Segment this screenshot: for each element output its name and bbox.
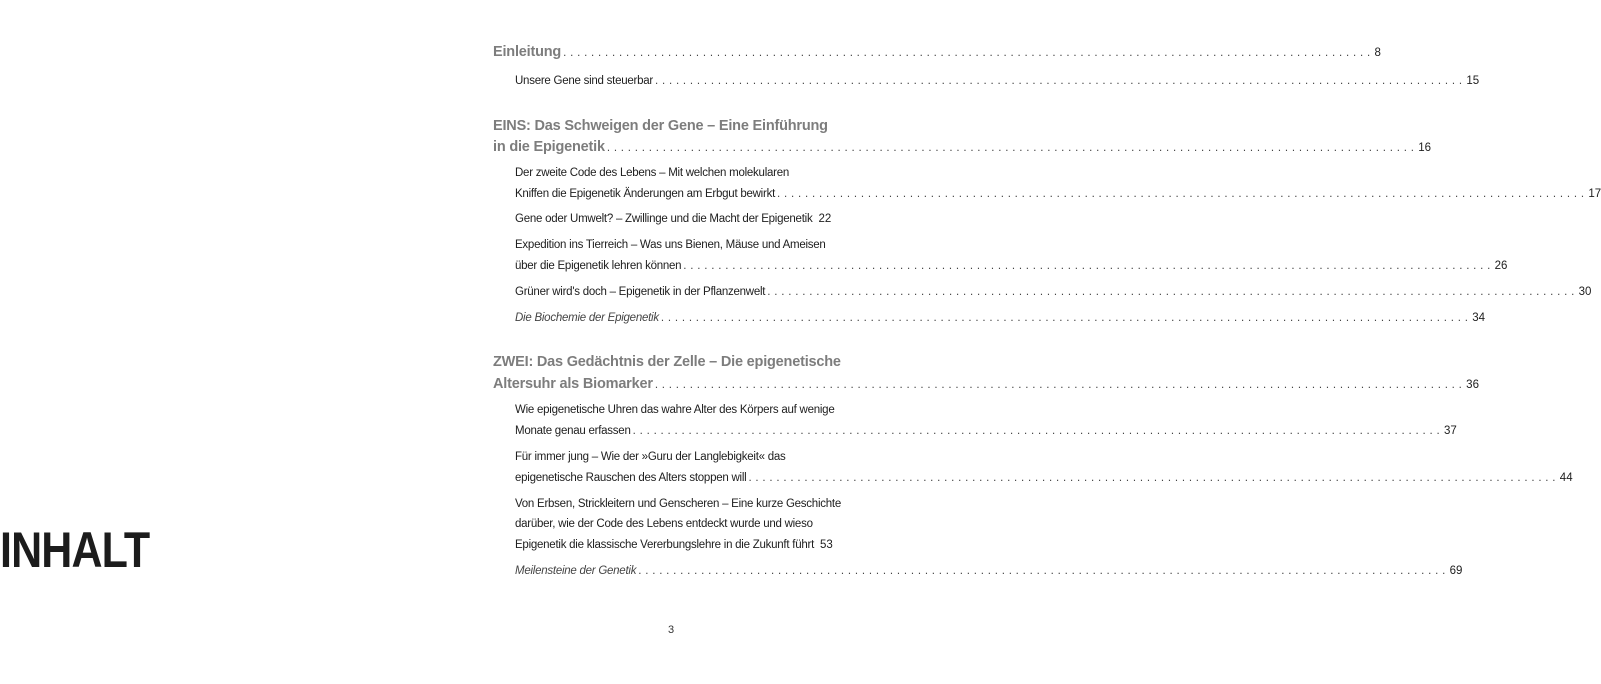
- toc-section-eins-line2[interactable]: [493, 139, 1431, 155]
- toc-entry-title: Kniffen die Epigenetik Änderungen am Erbgut bewirkt: [515, 188, 776, 200]
- toc-entry-erbsen-line2[interactable]: [515, 518, 825, 530]
- toc-entry-gene-steuerbar[interactable]: [515, 75, 1480, 87]
- toc-section-title: Einleitung: [493, 44, 562, 60]
- toc-page-number: 53: [820, 539, 833, 551]
- toc-entry-title: Grüner wird's doch – Epigenetik in der Pflanzenwelt: [515, 286, 766, 298]
- toc-page-number: 34: [1472, 312, 1486, 324]
- toc-entry-biochemie[interactable]: [515, 312, 1486, 324]
- toc-entry-erbsen-line3[interactable]: [515, 539, 833, 551]
- leader-dots: [607, 142, 1414, 154]
- toc-entry-title: darüber, wie der Code des Lebens entdeckt wurde und wieso: [515, 518, 813, 530]
- leader-dots: [633, 425, 1440, 437]
- toc-page-number: 16: [1418, 142, 1431, 154]
- leader-dots: [638, 565, 1445, 577]
- toc-entry-title: Die Biochemie der Epigenetik: [515, 312, 659, 324]
- toc-entry-gene-umwelt[interactable]: [515, 213, 832, 225]
- page-number: 3: [668, 624, 675, 636]
- toc-page-number: 37: [1443, 425, 1457, 437]
- toc-page-number: 17: [1588, 188, 1601, 200]
- toc-page-number: 8: [1374, 47, 1381, 59]
- toc-entry-title: Für immer jung – Wie der »Guru der Langlebigkeit« das: [515, 451, 786, 463]
- leader-dots: [683, 260, 1490, 272]
- toc-entry-title: Epigenetik die klassische Vererbungslehre in die Zukunft führt: [515, 539, 815, 551]
- toc-entry-title: Unsere Gene sind steuerbar: [515, 75, 653, 87]
- toc-page-number: 26: [1494, 260, 1508, 272]
- toc-entry-uhren-line1[interactable]: [515, 404, 835, 416]
- leader-dots: [767, 286, 1574, 298]
- toc-entry-title: epigenetische Rauschen des Alters stoppen will: [515, 472, 747, 484]
- toc-entry-expedition-line1[interactable]: [515, 239, 825, 251]
- toc-entry-einleitung[interactable]: [493, 44, 1381, 60]
- toc-entry-title: Meilensteine der Genetik: [515, 565, 637, 577]
- toc-section-title: in die Epigenetik: [493, 139, 605, 155]
- leader-dots: [563, 47, 1370, 59]
- toc-entry-zweite-code-line1[interactable]: [515, 167, 825, 179]
- toc-section-zwei-line1[interactable]: [493, 354, 841, 370]
- toc-entry-expedition-line2[interactable]: [515, 260, 1508, 272]
- toc-entry-gruener[interactable]: [515, 286, 1592, 298]
- toc-entry-title: Von Erbsen, Strickleitern und Genscheren – Eine kurze Geschichte: [515, 498, 841, 510]
- toc-entry-immer-jung-line1[interactable]: [515, 451, 825, 463]
- toc-page-number: 44: [1559, 472, 1573, 484]
- leader-dots: [661, 312, 1468, 324]
- toc-entry-zweite-code-line2[interactable]: [515, 188, 1601, 200]
- leader-dots: [655, 379, 1462, 391]
- toc-section-title: Altersuhr als Biomarker: [493, 376, 653, 392]
- inhalt-heading: INHALT: [0, 522, 150, 578]
- toc-page-number: 22: [818, 213, 832, 225]
- toc-page-number: 36: [1466, 379, 1479, 391]
- toc-entry-uhren-line2[interactable]: [515, 425, 1457, 437]
- toc-page-number: 15: [1466, 75, 1480, 87]
- toc-entry-immer-jung-line2[interactable]: [515, 472, 1573, 484]
- leader-dots: [748, 472, 1555, 484]
- toc-entry-title: Wie epigenetische Uhren das wahre Alter des Körpers auf wenige: [515, 404, 835, 416]
- toc-entry-title: Monate genau erfassen: [515, 425, 631, 437]
- toc-entry-title: über die Epigenetik lehren können: [515, 260, 682, 272]
- toc-entry-meilensteine[interactable]: [515, 565, 1463, 577]
- toc-page-number: 69: [1449, 565, 1463, 577]
- leader-dots: [777, 188, 1584, 200]
- toc-entry-title: Gene oder Umwelt? – Zwillinge und die Macht der Epigenetik: [515, 213, 813, 225]
- toc-entry-title: Expedition ins Tierreich – Was uns Bienen, Mäuse und Ameisen: [515, 239, 826, 251]
- leader-dots: [655, 75, 1462, 87]
- toc-section-zwei-line2[interactable]: [493, 376, 1479, 392]
- toc-section-eins-line1[interactable]: [493, 118, 828, 134]
- toc-page-number: 30: [1578, 286, 1592, 298]
- toc-section-title: ZWEI: Das Gedächtnis der Zelle – Die epigenetische: [493, 354, 841, 370]
- toc-entry-title: Der zweite Code des Lebens – Mit welchen molekularen: [515, 167, 790, 179]
- toc-entry-erbsen-line1[interactable]: [515, 498, 841, 510]
- toc-section-title: EINS: Das Schweigen der Gene – Eine Einführung: [493, 118, 828, 134]
